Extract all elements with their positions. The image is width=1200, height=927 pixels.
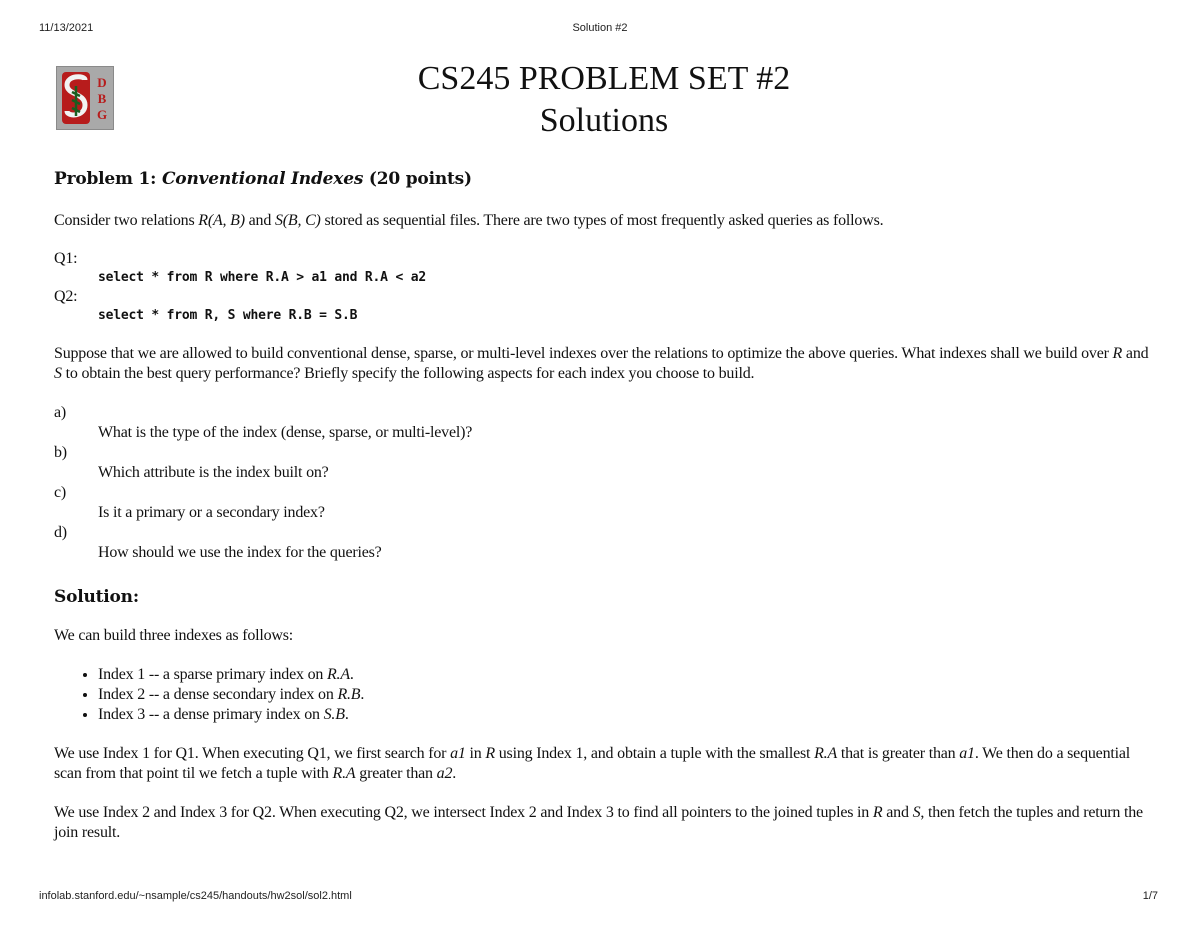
- query-list: [54, 249, 1154, 325]
- problem-points: (20 points): [368, 169, 472, 189]
- solution-paragraph-q2: We use Index 2 and Index 3 for Q2. When executing Q2, we intersect Index 2 and Index 3 to find all pointers to the joined tuples in R and S, then fetch the tuples and return the join result.: [54, 804, 1143, 841]
- solution-intro: We can build three indexes as follows:: [54, 627, 294, 644]
- document-body: [54, 166, 1154, 843]
- title-line-1: CS245 PROBLEM SET #2: [417, 60, 791, 97]
- page-number: 1/7: [1142, 890, 1158, 902]
- aspect-text: How should we use the index for the queries?: [98, 544, 382, 561]
- query-label: Q2:: [54, 288, 78, 305]
- query-code: select * from R where R.A > a1 and R.A < a2: [98, 270, 426, 285]
- logo-letter-b: B: [97, 91, 107, 106]
- print-date: 11/13/2021: [39, 22, 94, 34]
- logo-letter-d: D: [97, 75, 107, 90]
- aspect-text: Which attribute is the index built on?: [98, 464, 329, 481]
- list-item: • Index 2 -- a dense secondary index on R.B.: [98, 685, 1154, 705]
- aspect-label: c): [54, 484, 67, 501]
- problem-number: Problem 1:: [54, 169, 157, 189]
- aspect-label: b): [54, 444, 67, 461]
- aspect-label: a): [54, 404, 67, 421]
- intro-paragraph: Consider two relations R(A, B) and S(B, C) stored as sequential files. There are two types of most frequently asked queries as follows.: [54, 212, 884, 229]
- problem-heading: [54, 166, 1154, 192]
- list-item: • Index 3 -- a dense primary index on S.B.: [98, 705, 1154, 725]
- query-code: select * from R, S where R.B = S.B: [98, 308, 358, 323]
- aspect-text: What is the type of the index (dense, sparse, or multi-level)?: [98, 424, 473, 441]
- aspect-text: Is it a primary or a secondary index?: [98, 504, 325, 521]
- print-title: Solution #2: [572, 22, 628, 34]
- solution-heading: Solution:: [54, 587, 139, 607]
- index-list: [54, 665, 1154, 725]
- aspect-label: d): [54, 524, 67, 541]
- suppose-paragraph: Suppose that we are allowed to build conventional dense, sparse, or multi-level indexes over the relations to optimize the above queries. What indexes shall we build over R and S to obtain the best query performance? Briefly specify the following aspects for each index you choose to build.: [54, 345, 1149, 382]
- page-url: infolab.stanford.edu/~nsample/cs245/handouts/hw2sol/sol2.html: [39, 890, 352, 902]
- logo-letter-g: G: [96, 107, 108, 122]
- list-item: • Index 1 -- a sparse primary index on R.A.: [98, 665, 1154, 685]
- solution-paragraph-q1: We use Index 1 for Q1. When executing Q1, we first search for a1 in R using Index 1, and obtain a tuple with the smallest R.A that is greater than a1. We then do a sequential scan from that point til we fetch a tuple with R.A greater than a2.: [54, 745, 1131, 782]
- problem-topic: Conventional Indexes: [161, 169, 364, 189]
- page-title: [0, 58, 1200, 142]
- title-line-2: Solutions: [539, 102, 669, 139]
- query-label: Q1:: [54, 250, 78, 267]
- aspect-list: [54, 403, 1154, 563]
